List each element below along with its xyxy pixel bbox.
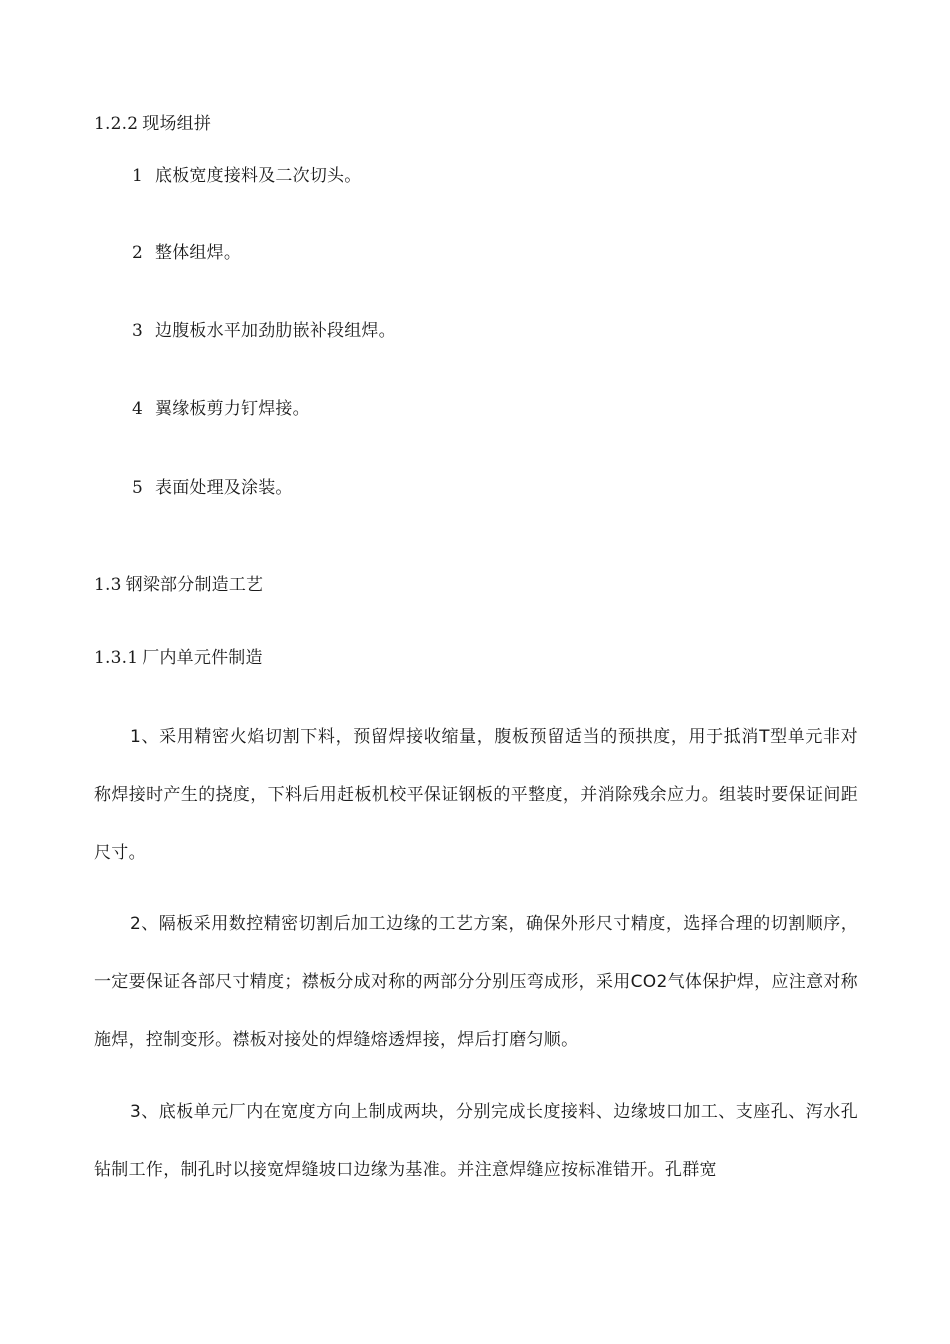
body-paragraph: 3、底板单元厂内在宽度方向上制成两块，分别完成长度接料、边缘坡口加工、支座孔、泻水孔钻制工作，制孔时以接宽焊缝坡口边缘为基准。并注意焊缝应按标准错开。孔群宽	[94, 1102, 858, 1180]
step-number: 4	[132, 399, 144, 419]
step-item	[132, 241, 241, 265]
body-paragraph: 2、隔板采用数控精密切割后加工边缘的工艺方案，确保外形尺寸精度，选择合理的切割顺序，一定要保证各部尺寸精度；襟板分成对称的两部分分别压弯成形，采用CO2气体保护焊，应注意对称施焊，控制变形。襟板对接处的焊缝熔透焊接，焊后打磨匀顺。	[94, 914, 858, 1050]
step-item	[132, 164, 361, 188]
step-number: 5	[132, 478, 144, 498]
section-number: 1.3.1	[94, 648, 139, 668]
step-item	[132, 397, 310, 421]
step-text: 翼缘板剪力钉焊接。	[155, 399, 310, 419]
section-title: 现场组拼	[142, 114, 212, 134]
section-number: 1.2.2	[94, 114, 139, 134]
step-number: 3	[132, 321, 144, 341]
step-item	[132, 476, 293, 500]
step-text: 边腹板水平加劲肋嵌补段组焊。	[155, 321, 396, 341]
section-title: 厂内单元件制造	[142, 648, 263, 668]
section-title: 钢梁部分制造工艺	[125, 575, 264, 595]
body-paragraph: 1、采用精密火焰切割下料，预留焊接收缩量，腹板预留适当的预拱度，用于抵消T型单元非对称焊接时产生的挠度，下料后用赶板机校平保证钢板的平整度，并消除残余应力。组装时要保证间距尺寸。	[94, 727, 858, 863]
step-item	[132, 319, 396, 343]
step-text: 整体组焊。	[155, 243, 242, 263]
step-number: 2	[132, 243, 144, 263]
section-number: 1.3	[94, 575, 122, 595]
section-heading-1-3	[94, 573, 263, 597]
step-number: 1	[132, 166, 144, 186]
section-heading-1-2-2	[94, 112, 211, 136]
step-text: 表面处理及涂装。	[155, 478, 293, 498]
section-heading-1-3-1	[94, 646, 263, 670]
step-text: 底板宽度接料及二次切头。	[155, 166, 362, 186]
